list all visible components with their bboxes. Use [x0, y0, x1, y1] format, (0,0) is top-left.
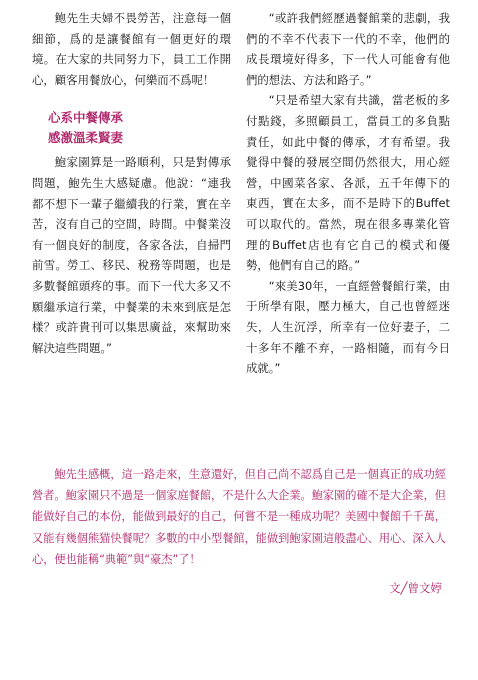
- conclusion-block: [32, 464, 446, 570]
- succession-paragraph: 鮑家園算是一路順利，只是對傳承問題，鮑先生大感疑慮。他說：“連我都不想下一輩子繼續我的行業，實在辛苦，沒有自己的空間，時間。中餐業沒有一個良好的制度，各家各法，自掃門前雪。勞工、移民、稅務等問題，也是多數餐館頭疼的事。而下一代大多又不願繼承這行業，中餐業的未來到底是怎樣？或許貴刊可以集思廣益，來幫助來解決這些問題。”: [32, 155, 231, 355]
- section-heading-line-2: 感激溫柔賢妻: [48, 130, 124, 146]
- section-heading-line-1: 心系中餐傳承: [48, 110, 124, 126]
- author-byline: 文╱曾文婷: [389, 581, 442, 595]
- left-column: [32, 8, 231, 358]
- intro-paragraph: 鲍先生夫婦不畏勞苦，注意每一個細節，爲的是讓餐館有一個更好的環境。在大家的共同努力下，員工工作開心，顧客用餐放心，何樂而不爲呢！: [32, 11, 231, 87]
- conclusion-paragraph: 鮑先生感概，這一路走來，生意還好，但自己尚不認爲自己是一個真正的成功經營者。鮑家園只不過是一個家庭餐館，不是什么大企業。鮑家園的確不是大企業，但能做好自己的本份，能做到最好的自己，何嘗不是一種成功呢？美國中餐館千千萬，又能有幾個熊猫快餐呢？多數的中小型餐館，能做到鮑家園這般盡心、用心、深入人心，便也能稱“典範”與“豪杰”了！: [32, 468, 446, 566]
- right-column: [246, 8, 450, 379]
- quote-paragraph-3: “來美30年，一直經營餐館行業，由于所學有限，壓力極大，自己也曾經迷失，人生沉浮，所幸有一位好妻子，二十多年不離不弃，一路相隨，而有今日成就。”: [246, 278, 450, 376]
- section-heading: [48, 108, 231, 148]
- quote-paragraph-1: “或許我們經歷過餐館業的悲劇，我們的不幸不代表下一代的不幸，他們的成長環境好得多，下一代人可能會有他們的想法、方法和路子。”: [246, 11, 450, 87]
- quote-paragraph-2: “只是希望大家有共識，當老板的多付點錢，多照顧員工，當員工的多負點責任，如此中餐的傳承，才有希望。我覺得中餐的發展空間仍然很大，用心經營，中國菜各家、各派，五千年傳下的東西，實在太多，而不是時下的Buffet可以取代的。當然，現在很多專業化管理的Buffet店也有它自己的模式和優勢，他們有自己的路。”: [246, 93, 450, 273]
